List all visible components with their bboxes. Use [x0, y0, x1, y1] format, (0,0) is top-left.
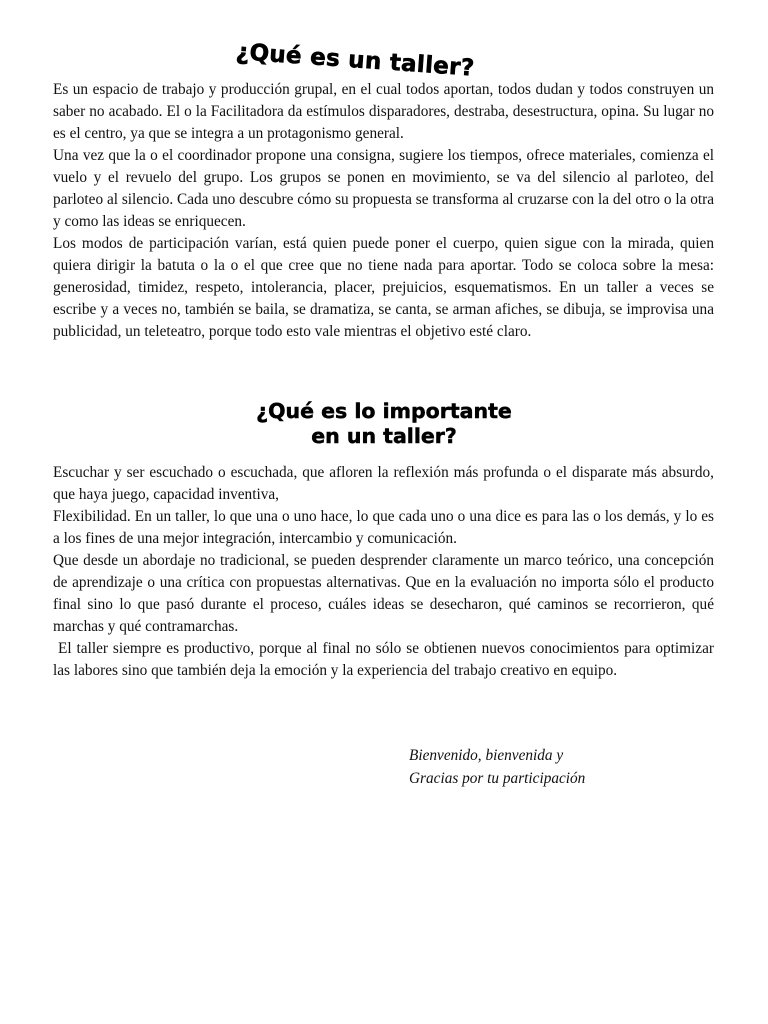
closing-note	[409, 744, 585, 790]
section-what-is-important	[53, 462, 718, 682]
paragraph: Es un espacio de trabajo y producción grupal, en el cual todos aportan, todos dudan y todos construyen un saber no acabado. El o la Facilitadora da estímulos disparadores, destraba, desestructura, opina. Su lugar no es el centro, ya que se integra a un protagonismo general.	[53, 81, 714, 142]
paragraph: Una vez que la o el coordinador propone una consigna, sugiere los tiempos, ofrece materiales, comienza el vuelo y el revuelo del grupo. Los grupos se ponen en movimiento, se va del silencio al parloteo, del parloteo al silencio. Cada uno descubre cómo su propuesta se transforma al cruzarse con la del otro o la otra y como las ideas se enriquecen.	[53, 147, 714, 230]
closing-line-1: Bienvenido, bienvenida y	[409, 747, 564, 764]
section-heading	[0, 399, 768, 449]
section-heading-line-2: en un taller?	[311, 424, 457, 448]
section-heading-line-1: ¿Qué es lo importante	[256, 399, 512, 423]
paragraph: Escuchar y ser escuchado o escuchada, que afloren la reflexión más profunda o el disparate más absurdo, que haya juego, capacidad inventiva,	[53, 464, 714, 503]
closing-line-2: Gracias por tu participación	[409, 770, 586, 787]
paragraph: El taller siempre es productivo, porque al final no sólo se obtienen nuevos conocimientos para optimizar las labores sino que también deja la emoción y la experiencia del trabajo creativo en equipo.	[53, 640, 718, 679]
paragraph: Flexibilidad. En un taller, lo que una o uno hace, lo que cada uno o una dice es para las o los demás, y lo es a los fines de una mejor integración, intercambio y comunicación.	[53, 508, 714, 547]
page-title: ¿Qué es un taller?	[235, 39, 476, 82]
paragraph: Que desde un abordaje no tradicional, se pueden desprender claramente un marco teórico, una concepción de aprendizaje o una crítica con propuestas alternativas. Que en la evaluación no importa sólo el producto final sino lo que pasó durante el proceso, cuáles ideas se desecharon, qué caminos se recorrieron, qué marchas y qué contramarchas.	[53, 552, 714, 635]
paragraph: Los modos de participación varían, está quien puede poner el cuerpo, quien sigue con la mirada, quien quiera dirigir la batuta o la o el que cree que no tiene nada para aportar. Todo se coloca sobre la mesa: generosidad, timidez, respeto, intolerancia, placer, prejuicios, esquematismos. En un taller a veces se escribe y a veces no, también se baila, se dramatiza, se canta, se arman afiches, se dibuja, se improvisa una publicidad, un teleteatro, porque todo esto vale mientras el objetivo esté claro.	[53, 235, 714, 340]
section-what-is-workshop	[53, 79, 714, 343]
